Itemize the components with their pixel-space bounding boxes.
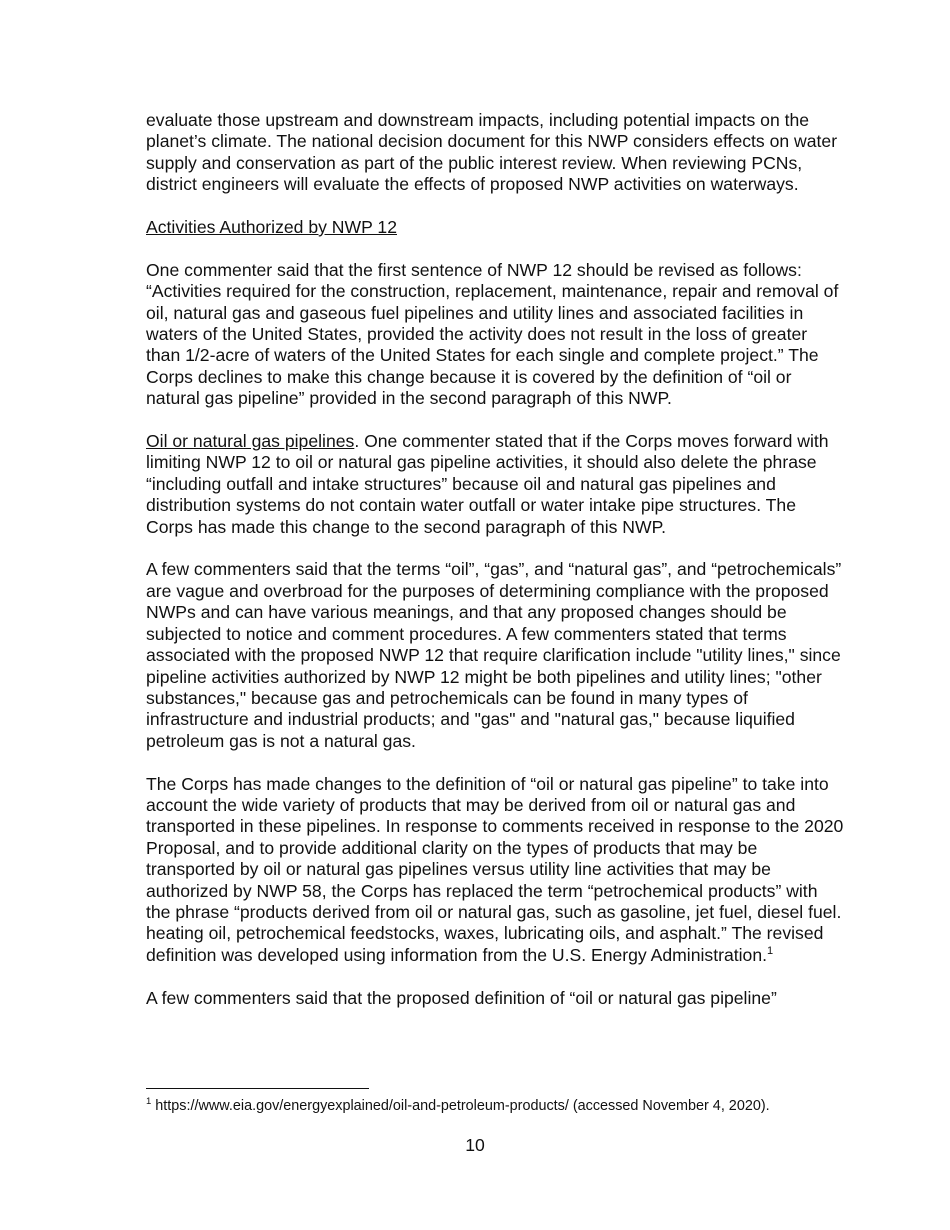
definition-changes-text: The Corps has made changes to the definition of “oil or natural gas pipeline” to take into account the wide variety of products that may be derived from oil or natural gas and transported in these pipelines. In response to comments received in response to the 2020 Proposal, and to provide additional clarity on the types of products that may be transported by oil or natural gas pipelines versus utility line activities that may be authorized by NWP 58, the Corps has replaced the term “petrochemical products” with the phrase “products derived from oil or natural gas, such as gasoline, jet fuel, diesel fuel. heating oil, petrochemical feedstocks, waxes, lubricating oils, and asphalt.” The revised definition was developed using information from the U.S. Energy Administration. [146,773,844,965]
section-heading [146,217,846,238]
oil-gas-pipelines-term: Oil or natural gas pipelines [146,431,355,452]
heading-activities-authorized: Activities Authorized by NWP 12 [146,217,397,238]
document-body [146,110,846,1030]
paragraph-proposed-definition: A few commenters said that the proposed definition of “oil or natural gas pipeline” [146,987,777,1008]
page-number: 10 [465,1135,485,1155]
footnote-text: https://www.eia.gov/energyexplained/oil-and-petroleum-products/ (accessed November 4, 2020). [151,1098,770,1114]
paragraph-upstream-impacts: evaluate those upstream and downstream impacts, including potential impacts on the planet’s climate. The national decision document for this NWP considers effects on water supply and conservation as part of the public interest review. When reviewing PCNs, district engineers will evaluate the effects of proposed NWP activities on waterways. [146,110,838,195]
footnote [146,1097,866,1115]
oil-gas-pipelines-body: . One commenter stated that if the Corps moves forward with limiting NWP 12 to oil or natural gas pipeline activities, it should also delete the phrase “including outfall and intake structures” because oil and natural gas pipelines and distribution systems do not contain water outfall or water intake pipe structures. The Corps has made this change to the second paragraph of this NWP. [146,431,829,537]
paragraph-oil-gas-pipelines [146,431,846,538]
paragraph-terms-vague: A few commenters said that the terms “oil”, “gas”, and “natural gas”, and “petrochemicals” are vague and overbroad for the purposes of determining compliance with the proposed NWPs and can have various meanings, and that any proposed changes should be subjected to notice and comment procedures. A few commenters stated that terms associated with the proposed NWP 12 that require clarification include "utility lines," since pipeline activities authorized by NWP 12 might be both pipelines and utility lines; "other substances," because gas and petrochemicals can be found in many types of infrastructure and industrial products; and "gas" and "natural gas," because liquified petroleum gas is not a natural gas. [146,559,842,751]
paragraph-definition-changes [146,774,846,967]
paragraph-first-sentence-comment: One commenter said that the first sentence of NWP 12 should be revised as follows: “Activities required for the construction, replacement, maintenance, repair and removal of oil, natural gas and gaseous fuel pipelines and utility lines and associated facilities in waters of the United States, provided the activity does not result in the loss of greater than 1/2-acre of waters of the United States for each single and complete project.” The Corps declines to make this change because it is covered by the definition of “oil or natural gas pipeline” provided in the second paragraph of this NWP. [146,259,839,409]
footnote-mark: 1 [146,1096,152,1108]
footnote-reference: 1 [767,944,774,957]
footnote-separator [146,1088,369,1089]
